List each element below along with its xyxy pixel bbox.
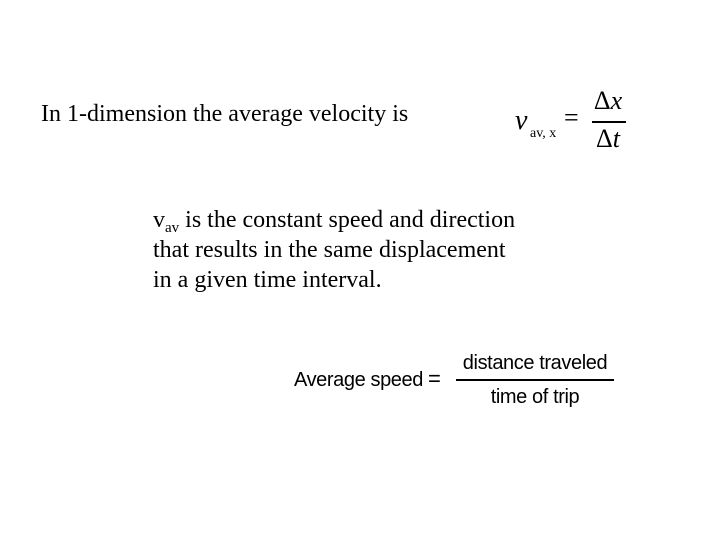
paragraph-line-1 <box>153 205 613 235</box>
paragraph-line-3: in a given time interval. <box>153 267 382 293</box>
delta-symbol: Δ <box>596 124 613 153</box>
average-speed-formula <box>294 350 624 415</box>
paragraph-line-1-text: is the constant speed and direction <box>179 207 516 233</box>
speed-denominator: time of trip <box>490 386 580 408</box>
vav-symbol: v <box>153 207 165 233</box>
vav-subscript: av <box>165 220 180 236</box>
equals-sign: = <box>428 366 441 391</box>
intro-text: In 1-dimension the average velocity is <box>41 101 409 127</box>
velocity-subscript: av, x <box>530 126 557 141</box>
fraction-bar <box>456 379 614 381</box>
formula-numerator <box>590 88 626 114</box>
equals-sign: = <box>564 103 579 132</box>
speed-numerator: distance traveled <box>462 352 608 374</box>
velocity-symbol: v <box>515 105 528 136</box>
average-velocity-formula <box>512 88 622 158</box>
fraction-bar <box>592 121 626 123</box>
displacement-variable: x <box>610 86 623 115</box>
definition-paragraph <box>153 205 613 295</box>
delta-symbol: Δ <box>593 86 611 115</box>
paragraph-line-2: that results in the same displacement <box>153 237 506 263</box>
average-speed-label: Average speed <box>294 369 423 391</box>
formula-denominator <box>590 126 626 152</box>
time-variable: t <box>612 124 620 153</box>
